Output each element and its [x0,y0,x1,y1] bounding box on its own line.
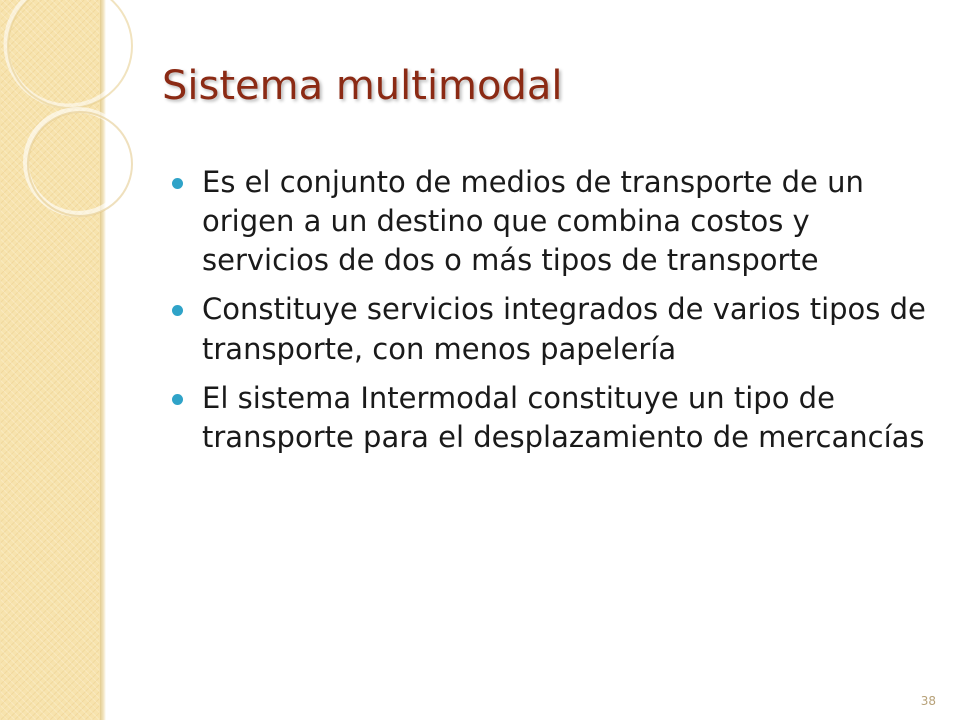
bullet-text: Es el conjunto de medios de transporte de un origen a un destino que combina costos y servicios de dos o más tipos de transporte [202,165,864,278]
bullet-item [172,290,927,368]
bullet-item [172,163,927,280]
ring-decoration [0,0,140,260]
bullet-text: El sistema Intermodal constituye un tipo de transporte para el desplazamiento de mercancías [202,380,925,454]
bullet-dot-icon [172,178,183,189]
bullet-dot-icon [172,394,183,405]
bullet-item [172,379,927,457]
bullet-list [172,163,927,467]
slide-title: Sistema multimodal [162,63,563,109]
bullet-dot-icon [172,305,183,316]
bullet-text: Constituye servicios integrados de varios tipos de transporte, con menos papelería [202,292,926,366]
slide-number: 38 [920,694,936,708]
